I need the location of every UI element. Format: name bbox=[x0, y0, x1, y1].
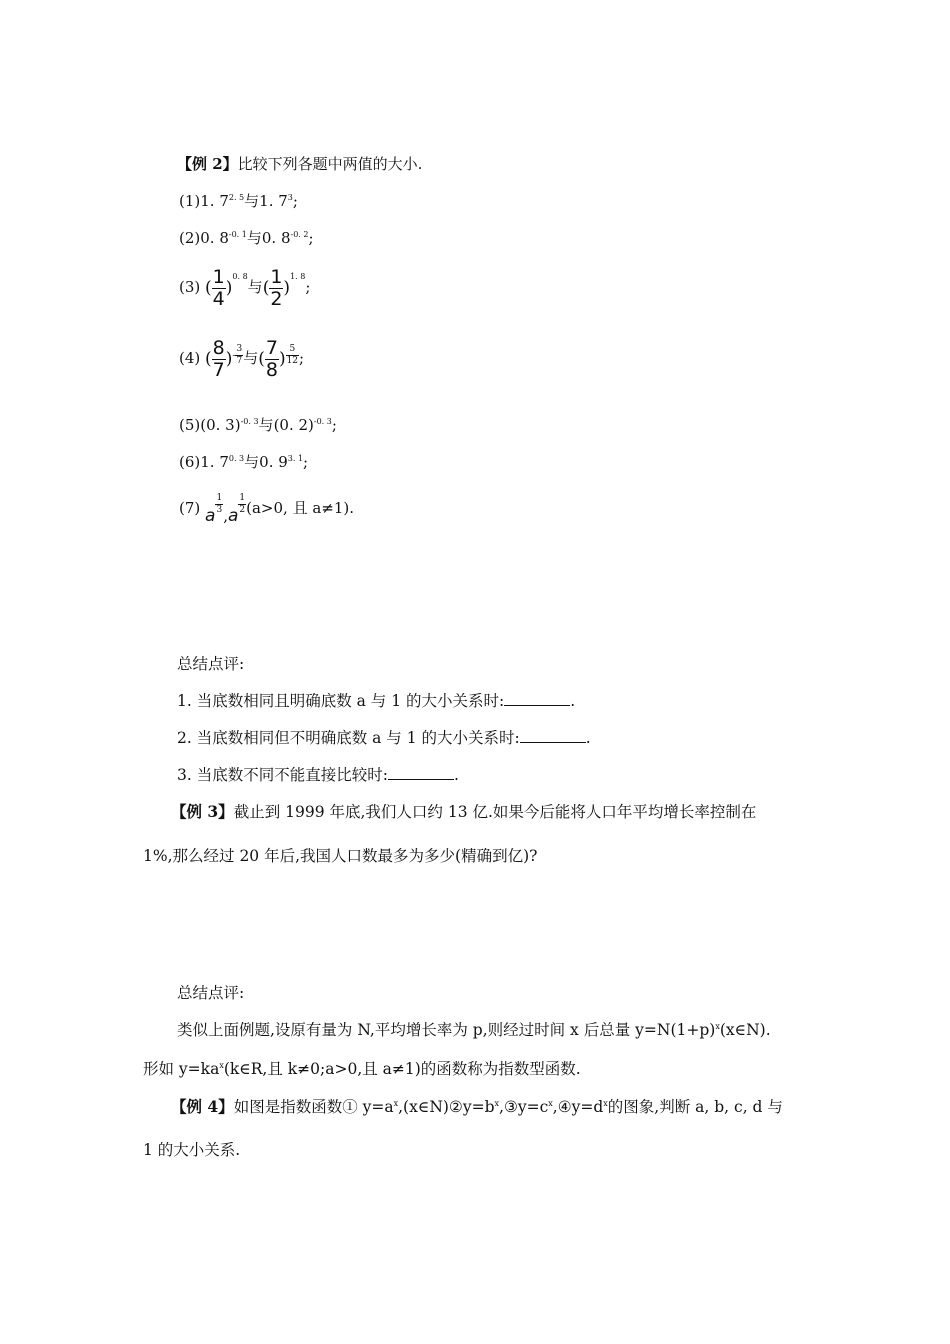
connector: 与 bbox=[258, 416, 274, 434]
review-text: 1. 当底数相同且明确底数 a 与 1 的大小关系时: bbox=[177, 692, 505, 710]
problem-6 bbox=[179, 452, 308, 472]
denominator: 2 bbox=[239, 505, 246, 515]
punct: ; bbox=[299, 349, 305, 367]
exponent: -0. 3 bbox=[313, 417, 332, 426]
punct: . bbox=[570, 692, 576, 710]
problem-2 bbox=[179, 228, 314, 248]
open-paren: ( bbox=[205, 278, 212, 298]
review-text: 2. 当底数相同但不明确底数 a 与 1 的大小关系时: bbox=[177, 729, 520, 747]
exponent: -0. 3 bbox=[240, 417, 259, 426]
exponent: 3. 1 bbox=[287, 454, 304, 463]
example-tag: 【例 3】 bbox=[171, 802, 234, 821]
numerator: 1 bbox=[212, 265, 225, 288]
example-4-line-2: 1 的大小关系. bbox=[143, 1141, 241, 1159]
exponent: x bbox=[393, 1099, 399, 1108]
exponent-sign: - bbox=[232, 351, 236, 361]
review-text: (k∈R,且 k≠0;a>0,且 a≠1)的函数称为指数型函数. bbox=[223, 1060, 581, 1078]
problem-label: (4) bbox=[179, 349, 201, 367]
fraction bbox=[269, 265, 283, 310]
review-2-line-1 bbox=[177, 1020, 771, 1040]
problem-5 bbox=[179, 415, 337, 435]
review-heading: 总结点评: bbox=[177, 984, 245, 1002]
base: 1. 7 bbox=[200, 453, 229, 471]
review-point-1 bbox=[177, 691, 575, 711]
exponent-fraction bbox=[286, 345, 299, 366]
base: (0. 2) bbox=[273, 416, 314, 434]
exponent bbox=[286, 331, 299, 381]
exponent: 3 bbox=[287, 193, 293, 202]
denominator: 7 bbox=[236, 356, 243, 366]
exponent: 1. 8 bbox=[290, 272, 306, 281]
denominator: 3 bbox=[216, 505, 223, 515]
variable: a bbox=[227, 506, 239, 526]
punct: ; bbox=[308, 229, 314, 247]
open-paren: ( bbox=[258, 349, 265, 369]
problem-7 bbox=[179, 490, 354, 526]
connector: 与 bbox=[243, 349, 259, 367]
review-heading: 总结点评: bbox=[177, 655, 245, 673]
base: 0. 8 bbox=[200, 229, 229, 247]
close-paren: ) bbox=[283, 278, 291, 298]
exponent-fraction bbox=[235, 345, 243, 366]
problem-label: (1) bbox=[179, 192, 201, 210]
punct: ; bbox=[331, 416, 337, 434]
example-text: ,(x∈N)②y=b bbox=[398, 1098, 495, 1116]
example-tag: 【例 2】 bbox=[177, 155, 238, 173]
exponent: 0. 8 bbox=[232, 272, 248, 281]
punct: ; bbox=[303, 453, 309, 471]
open-paren: ( bbox=[205, 349, 212, 369]
review-text: 形如 y=ka bbox=[143, 1060, 220, 1078]
numerator: 3 bbox=[236, 344, 243, 354]
denominator: 2 bbox=[270, 287, 283, 310]
numerator: 7 bbox=[265, 336, 278, 359]
exponent: x bbox=[548, 1099, 553, 1108]
exponent bbox=[232, 331, 243, 381]
base: 0. 9 bbox=[259, 453, 288, 471]
example-text: 的图象,判断 a, b, c, d 与 bbox=[607, 1098, 783, 1116]
punct: ; bbox=[292, 192, 298, 210]
numerator: 8 bbox=[212, 336, 225, 359]
problem-label: (7) bbox=[179, 499, 201, 517]
base: (0. 3) bbox=[200, 416, 241, 434]
punct: . bbox=[585, 729, 591, 747]
example-2-title bbox=[177, 154, 422, 174]
exponent: x bbox=[603, 1099, 608, 1108]
exponent: x bbox=[219, 1061, 224, 1070]
denominator: 12 bbox=[286, 356, 299, 366]
problem-3 bbox=[179, 264, 310, 311]
denominator: 7 bbox=[212, 358, 225, 381]
fraction bbox=[212, 265, 226, 310]
denominator: 4 bbox=[212, 287, 225, 310]
connector: 与 bbox=[246, 229, 262, 247]
close-paren: ) bbox=[225, 278, 233, 298]
variable: a bbox=[205, 506, 216, 526]
numerator: 1 bbox=[270, 265, 283, 288]
punct: ; bbox=[305, 278, 311, 296]
connector: 与 bbox=[247, 278, 263, 296]
answer-blank[interactable] bbox=[520, 728, 586, 743]
problem-label: (3) bbox=[179, 278, 201, 296]
connector: 与 bbox=[244, 453, 260, 471]
exponent: 2. 5 bbox=[228, 193, 245, 202]
example-text: 如图是指数函数① y=a bbox=[233, 1098, 394, 1116]
fraction bbox=[265, 336, 279, 381]
base: 0. 8 bbox=[261, 229, 291, 247]
numerator: 5 bbox=[289, 344, 296, 354]
condition: (a>0, 且 a≠1). bbox=[246, 499, 355, 517]
example-tag: 【例 4】 bbox=[171, 1097, 234, 1116]
review-text: 3. 当底数不同不能直接比较时: bbox=[177, 766, 388, 784]
example-text: ,④y=d bbox=[552, 1098, 604, 1116]
example-text: ,③y=c bbox=[499, 1098, 549, 1116]
close-paren: ) bbox=[225, 349, 233, 369]
fraction bbox=[212, 336, 226, 381]
exponent-fraction bbox=[238, 494, 246, 515]
numerator: 1 bbox=[216, 493, 223, 503]
answer-blank[interactable] bbox=[504, 691, 570, 706]
exponent: 0. 3 bbox=[228, 454, 245, 463]
review-text: 类似上面例题,设原有量为 N,平均增长率为 p,则经过时间 x 后总量 y=N(1+p) bbox=[177, 1021, 716, 1039]
exponent: -0. 2 bbox=[290, 230, 309, 239]
review-text: (x∈N). bbox=[719, 1021, 771, 1039]
example-4-line-1 bbox=[171, 1097, 783, 1117]
denominator: 8 bbox=[265, 358, 278, 381]
exponent: x bbox=[494, 1099, 500, 1108]
problem-label: (6) bbox=[179, 453, 201, 471]
problem-label: (2) bbox=[179, 229, 201, 247]
example-3-line-1 bbox=[171, 802, 756, 822]
connector: 与 bbox=[244, 192, 260, 210]
base: 1. 7 bbox=[259, 192, 288, 210]
review-point-2 bbox=[177, 728, 591, 748]
problem-4 bbox=[179, 333, 304, 384]
comma: , bbox=[223, 507, 228, 525]
review-point-3 bbox=[177, 765, 459, 785]
exponent: x bbox=[715, 1022, 720, 1031]
example-title: 比较下列各题中两值的大小. bbox=[237, 155, 423, 173]
review-2-line-2 bbox=[143, 1059, 581, 1079]
open-paren: ( bbox=[262, 278, 270, 298]
base: 1. 7 bbox=[200, 192, 229, 210]
example-3-line-2: 1%,那么经过 20 年后,我国人口数最多为多少(精确到亿)? bbox=[143, 847, 538, 865]
problem-1 bbox=[179, 191, 298, 211]
close-paren: ) bbox=[278, 349, 286, 369]
example-text: 截止到 1999 年底,我们人口约 13 亿.如果今后能将人口年平均增长率控制在 bbox=[233, 803, 757, 821]
numerator: 1 bbox=[239, 493, 246, 503]
exponent: -0. 1 bbox=[228, 230, 247, 239]
answer-blank[interactable] bbox=[388, 765, 454, 780]
punct: . bbox=[453, 766, 459, 784]
problem-label: (5) bbox=[179, 416, 201, 434]
